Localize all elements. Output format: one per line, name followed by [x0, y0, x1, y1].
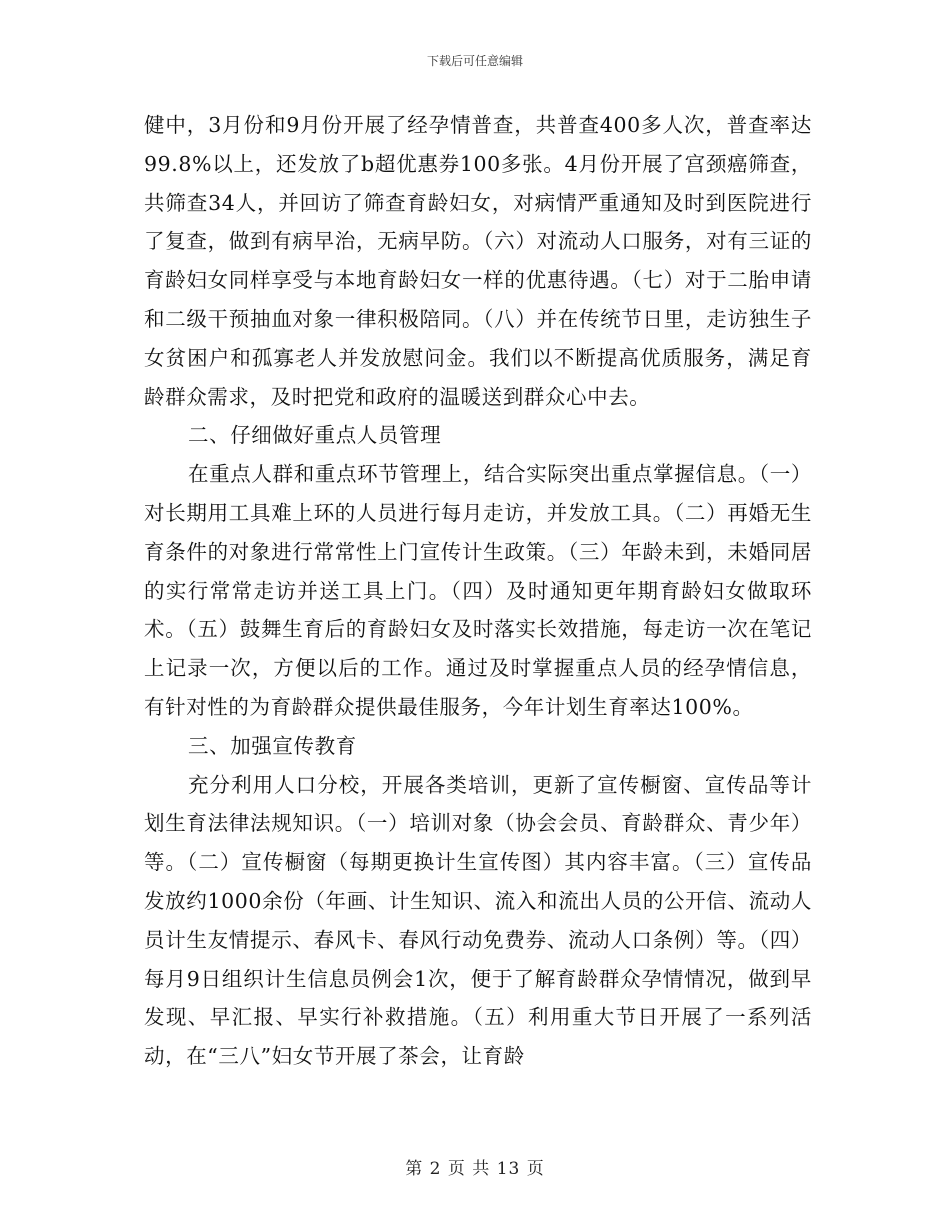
- paragraph-health-services: 健中，3月份和9月份开展了经孕情普查，共普查400多人次，普查率达99.8%以上，还发放了b超优惠券100多张。4月份开展了宫颈癌筛查，共筛查34人，并回访了筛查育龄妇女，对病情严重通知及时到医院进行了复查，做到有病早治，无病早防。（六）对流动人口服务，对有三证的育龄妇女同样享受与本地育龄妇女一样的优惠待遇。（七）对于二胎申请和二级干预抽血对象一律积极陪同。（八）并在传统节日里，走访独生子女贫困户和孤寡老人并发放慰问金。我们以不断提高优质服务，满足育龄群众需求，及时把党和政府的温暖送到群众心中去。: [144, 113, 812, 409]
- page-header-note: 下载后可任意编辑: [426, 54, 523, 68]
- document-body: [144, 106, 812, 1076]
- page-number-footer: 第 2 页 共 13 页: [405, 1159, 545, 1179]
- section-heading-publicity: 三、加强宣传教育: [188, 733, 357, 758]
- section-heading-key-personnel: 二、仔细做好重点人员管理: [188, 423, 442, 448]
- paragraph-key-personnel: 在重点人群和重点环节管理上，结合实际突出重点掌握信息。（一）对长期用工具难上环的人员进行每月走访，并发放工具。（二）再婚无生育条件的对象进行常常性上门宣传计生政策。（三）年龄未到，未婚同居的实行常常走访并送工具上门。（四）及时通知更年期育龄妇女做取环术。（五）鼓舞生育后的育龄妇女及时落实长效措施，每走访一次在笔记上记录一次，方便以后的工作。通过及时掌握重点人员的经孕情信息，有针对性的为育龄群众提供最佳服务，今年计划生育率达100%。: [144, 462, 812, 719]
- paragraph-publicity: 充分利用人口分校，开展各类培训，更新了宣传橱窗、宣传品等计划生育法律法规知识。（一）培训对象（协会会员、育龄群众、青少年）等。（二）宣传橱窗（每期更换计生宣传图）其内容丰富。（三）宣传品发放约1000余份（年画、计生知识、流入和流出人员的公开信、流动人员计生友情提示、春风卡、春风行动免费券、流动人口条例）等。（四）每月9日组织计生信息员例会1次，便于了解育龄群众孕情情况，做到早发现、早汇报、早实行补救措施。（五）利用重大节日开展了一系列活动，在“三八”妇女节开展了茶会，让育龄: [144, 772, 812, 1069]
